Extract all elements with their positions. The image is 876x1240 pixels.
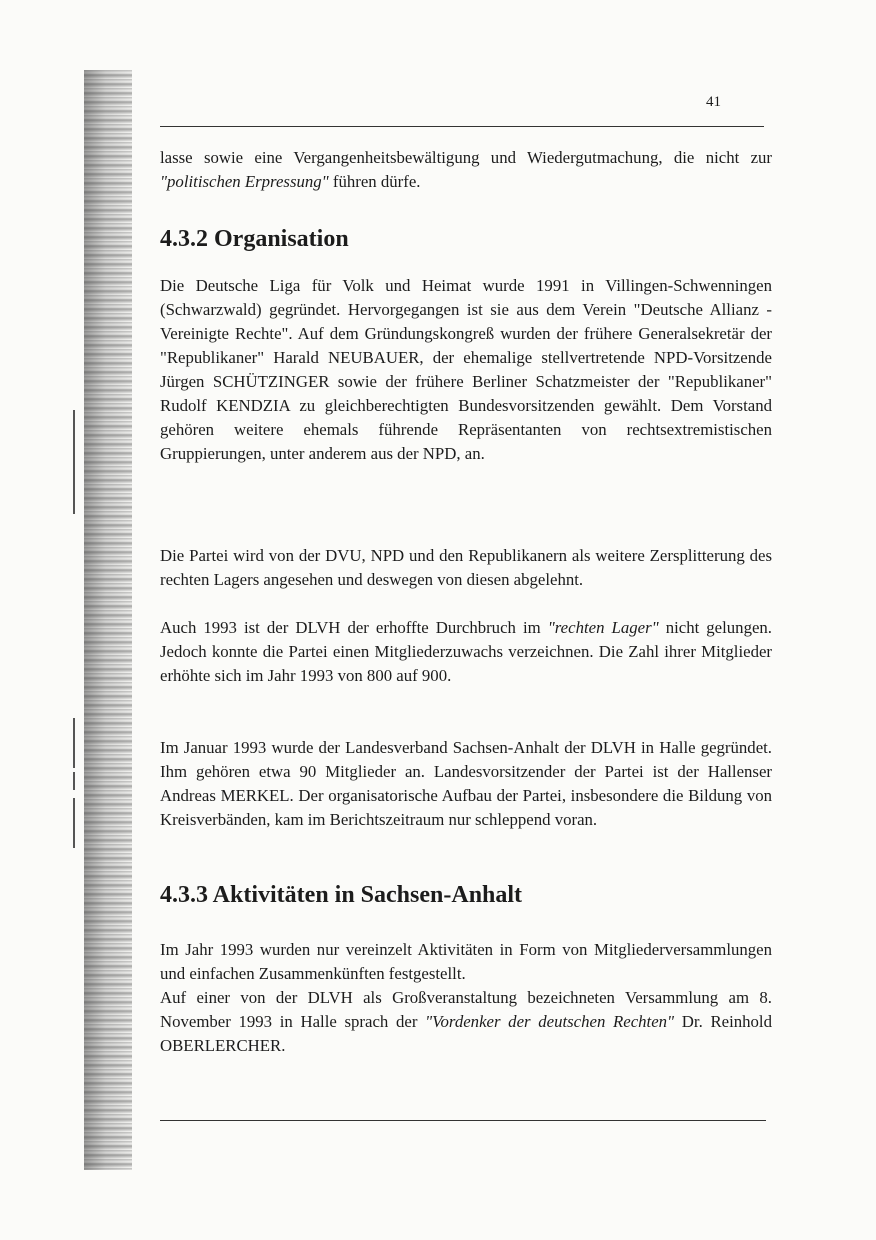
activities-emphasis: "Vordenker der deutschen Rechten" [425,1012,675,1031]
margin-mark [73,410,75,514]
margin-mark [73,772,75,790]
header-rule [160,126,764,127]
footer-rule [160,1120,766,1121]
paragraph-3-text-end: nicht gelungen. Jedoch konnte die Partei einen Mitgliederzuwachs verzeichnen. Die Zahl ihrer Mitglieder erhöhte sich im Jahr 1993 von 800 auf 900. [160,618,772,685]
intro-text-end: führen dürfe. [328,172,421,191]
activities-text-end: Dr. Reinhold OBERLERCHER. [160,1012,772,1055]
section-heading-aktivitaeten: 4.3.3 Aktivitäten in Sachsen-Anhalt [160,882,523,908]
organisation-paragraph-3 [160,616,772,688]
margin-mark [73,798,75,848]
intro-text: lasse sowie eine Vergangenheitsbewältigung und Wiedergutmachung, die nicht zur [160,148,772,167]
paragraph-3-text: Auch 1993 ist der DLVH der erhoffte Durchbruch im [160,618,548,637]
activities-paragraph-1: Im Jahr 1993 wurden nur vereinzelt Aktivitäten in Form von Mitgliederversammlungen und einfachen Zusammenkünften festgestellt. [160,940,772,983]
activities-paragraph-2 [160,986,772,1058]
page-number: 41 [706,94,721,110]
activities-text: Auf einer von der DLVH als Großveranstaltung bezeichneten Versammlung am 8. November 1993 in Halle sprach der [160,988,772,1031]
intro-emphasis: "politischen Erpressung" [160,172,329,191]
intro-paragraph [160,146,772,194]
organisation-paragraph-4: Im Januar 1993 wurde der Landesverband Sachsen-Anhalt der DLVH in Halle gegründet. Ihm gehören etwa 90 Mitglieder an. Landesvorsitzender der Partei ist der Hallenser Andreas MERKEL. Der organisatorische Aufbau der Partei, insbesondere die Bildung von Kreisverbänden, kam im Berichtszeitraum nur schleppend voran. [160,738,772,829]
organisation-paragraph-1: Die Deutsche Liga für Volk und Heimat wurde 1991 in Villingen-Schwenningen (Schwarzwald) gegründet. Hervorgegangen ist sie aus dem Verein "Deutsche Allianz - Vereinigte Rechte". Auf dem Gründungskongreß wurden der frühere Generalsekretär der "Republikaner" Harald NEUBAUER, der ehemalige stellvertretende NPD-Vorsitzende Jürgen SCHÜTZINGER sowie der frühere Berliner Schatzmeister der "Republikaner" Rudolf KENDZIA zu gleichberechtigten Bundesvorsitzenden gewählt. Dem Vorstand gehören weitere ehemals führende Repräsentanten von rechtsextremistischen Gruppierungen, unter anderem aus der NPD, an. [160,276,772,463]
section-heading-organisation: 4.3.2 Organisation [160,226,349,252]
scan-shadow-edge [84,70,132,1170]
organisation-paragraph-2: Die Partei wird von der DVU, NPD und den Republikanern als weitere Zersplitterung des rechten Lagers angesehen und deswegen von diesen abgelehnt. [160,546,772,589]
paragraph-3-emphasis: "rechten Lager" [547,618,659,637]
margin-mark [73,718,75,768]
